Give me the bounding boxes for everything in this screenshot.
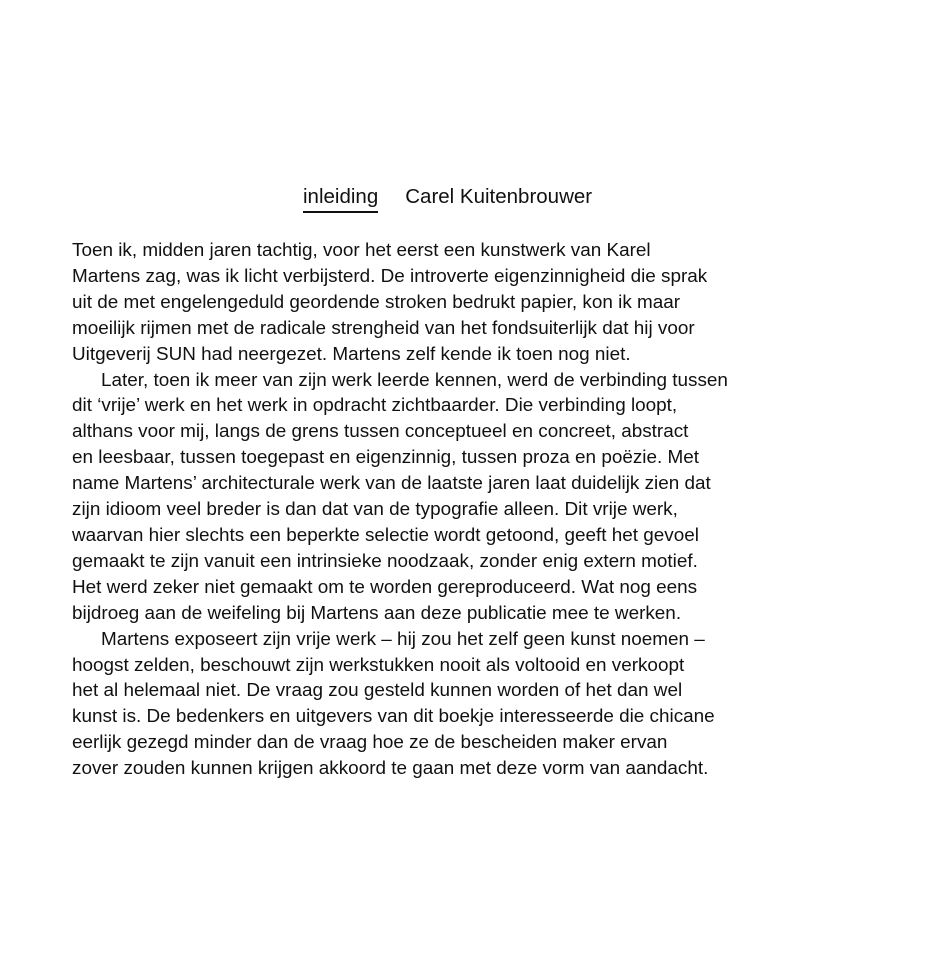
author-name: Carel Kuitenbrouwer [405,185,593,208]
text-line: zover zouden kunnen krijgen akkoord te gaan met deze vorm van aandacht. [72,758,709,780]
text-line: bijdroeg aan de weifeling bij Martens aan deze publicatie mee te werken. [72,602,682,624]
body-text [72,238,872,782]
text-line: eerlijk gezegd minder dan de vraag hoe ze de bescheiden maker ervan [72,732,668,754]
text-line: Martens zag, was ik licht verbijsterd. De introverte eigenzinnigheid die sprak [72,265,708,287]
section-label: inleiding [303,184,378,213]
text-line: uit de met engelengeduld geordende stroken bedrukt papier, kon ik maar [72,291,681,313]
section-heading [303,184,592,213]
text-line: Martens exposeert zijn vrije werk – hij zou het zelf geen kunst noemen – [101,628,705,650]
text-line: het al helemaal niet. De vraag zou gesteld kunnen worden of het dan wel [72,680,683,702]
text-line: kunst is. De bedenkers en uitgevers van dit boekje interesseerde die chicane [72,706,715,728]
text-line: Later, toen ik meer van zijn werk leerde kennen, werd de verbinding tussen [101,369,728,391]
text-line: Het werd zeker niet gemaakt om te worden gereproduceerd. Wat nog eens [72,576,698,598]
text-line: hoogst zelden, beschouwt zijn werkstukken nooit als voltooid en verkoopt [72,654,685,676]
text-line: moeilijk rijmen met de radicale strengheid van het fondsuiterlijk dat hij voor [72,317,695,339]
text-line: Toen ik, midden jaren tachtig, voor het eerst een kunstwerk van Karel [72,240,651,261]
text-line: gemaakt te zijn vanuit een intrinsieke noodzaak, zonder enig extern motief. [72,550,698,572]
text-line: Uitgeverij SUN had neergezet. Martens zelf kende ik toen nog niet. [72,343,631,365]
text-line: waarvan hier slechts een beperkte selectie wordt getoond, geeft het gevoel [72,524,699,546]
text-line: name Martens’ architecturale werk van de laatste jaren laat duidelijk zien dat [72,473,711,495]
text-line: dit ‘vrije’ werk en het werk in opdracht zichtbaarder. Die verbinding loopt, [72,395,678,417]
text-line: althans voor mij, langs de grens tussen conceptueel en concreet, abstract [72,421,689,443]
text-line: zijn idioom veel breder is dan dat van de typografie alleen. Dit vrije werk, [72,499,678,521]
text-line: en leesbaar, tussen toegepast en eigenzinnig, tussen proza en poëzie. Met [72,447,699,469]
